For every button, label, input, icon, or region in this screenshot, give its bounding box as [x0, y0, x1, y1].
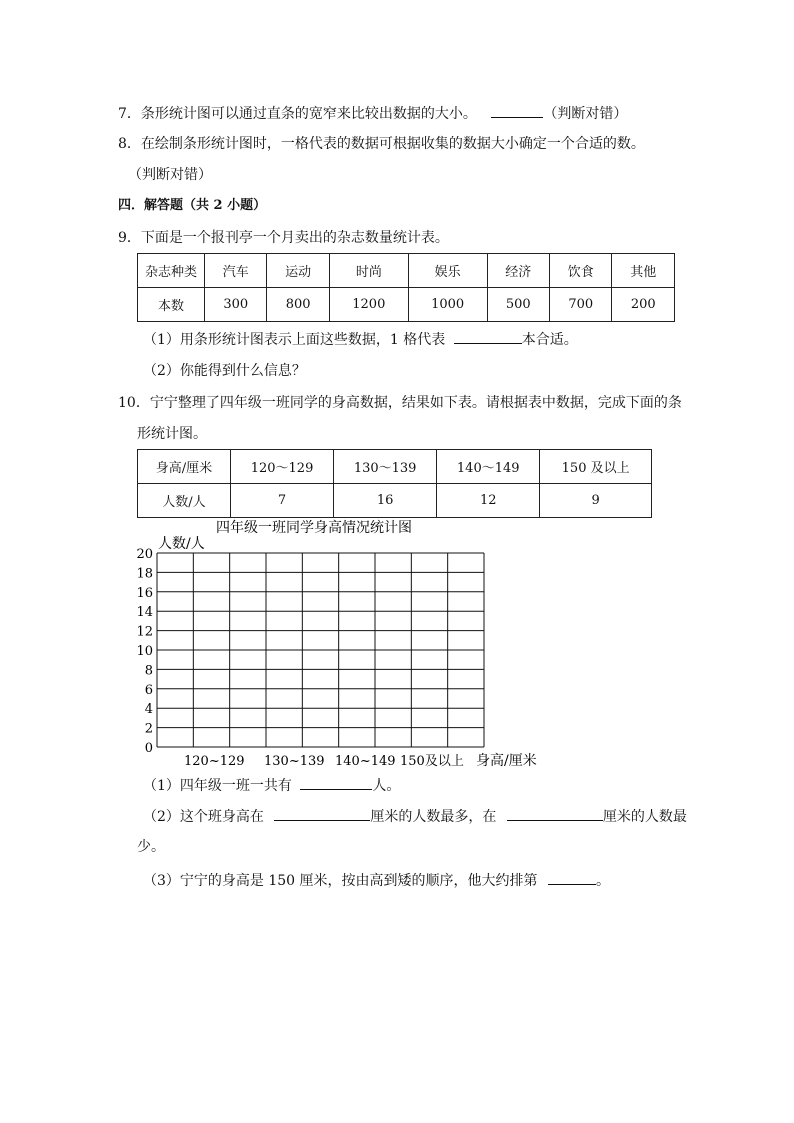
x-tick-label: 140~149	[335, 754, 396, 769]
height-bar-chart	[130, 516, 550, 771]
question-tail: （判断对错）	[543, 106, 628, 122]
sub-question-text: （1）四年级一班一共有	[143, 778, 292, 794]
y-tick-label: 18	[136, 566, 153, 582]
chart-x-axis-label: 身高/厘米	[476, 753, 537, 769]
table-cell: 身高/厘米	[138, 450, 231, 484]
y-tick-label: 4	[144, 702, 153, 718]
table-cell: 杂志种类	[138, 254, 205, 288]
question-10-sub2-line2: 少。	[137, 839, 165, 855]
question-tail: （判断对错）	[128, 167, 212, 183]
question-number: 10．	[118, 395, 150, 411]
chart-title: 四年级一班同学身高情况统计图	[216, 520, 412, 536]
question-text: 下面是一个报刊亭一个月卖出的杂志数量统计表。	[140, 230, 449, 246]
table-cell: 时尚	[329, 254, 408, 288]
table-cell: 130～139	[334, 450, 437, 484]
chart-y-ticks	[136, 547, 153, 756]
answer-blank[interactable]	[300, 775, 372, 790]
question-10-sub1	[143, 775, 400, 796]
sub-question-text: 厘米的人数最多，在	[370, 809, 497, 825]
table-cell: 300	[205, 288, 267, 322]
question-8-tail	[128, 165, 212, 185]
table-cell: 700	[550, 288, 612, 322]
y-tick-label: 6	[144, 682, 153, 698]
table-cell: 16	[334, 484, 437, 518]
sub-question-text: （2）这个班身高在	[143, 809, 264, 825]
answer-blank[interactable]	[491, 103, 543, 118]
table-cell: 汽车	[205, 254, 267, 288]
x-tick-label: 150及以上	[400, 754, 464, 769]
question-number: 8．	[118, 136, 141, 152]
table-cell: 1000	[408, 288, 487, 322]
table-cell: 500	[487, 288, 549, 322]
x-tick-label: 120~129	[184, 754, 245, 769]
question-9-sub2: （2）你能得到什么信息？	[143, 363, 306, 379]
y-tick-label: 8	[144, 663, 153, 679]
question-number: 7．	[118, 106, 141, 122]
question-9	[118, 228, 449, 248]
table-cell: 本数	[138, 288, 205, 322]
section-title: 四．解答题（共 2 小题）	[118, 198, 267, 213]
table-cell: 饮食	[550, 254, 612, 288]
x-tick-label: 130~139	[264, 754, 325, 769]
table-cell: 经济	[487, 254, 549, 288]
table-cell: 其他	[612, 254, 675, 288]
answer-blank[interactable]	[507, 806, 603, 821]
question-9-sub1	[143, 329, 578, 350]
table-cell: 150 及以上	[540, 450, 652, 484]
question-10-sub2	[143, 806, 687, 827]
question-10-sub3	[143, 870, 610, 891]
question-10-line2: 形统计图。	[137, 426, 207, 442]
y-tick-label: 2	[144, 721, 153, 737]
question-number: 9．	[118, 230, 141, 246]
sub-question-text: （1）用条形统计图表示上面这些数据，1 格代表	[143, 332, 446, 348]
sub-question-text: （3）宁宁的身高是 150 厘米，按由高到矮的顺序，他大约排第	[143, 873, 538, 889]
chart-y-axis-label: 人数/人	[158, 536, 205, 552]
magazine-table	[137, 253, 675, 322]
question-10	[118, 393, 682, 413]
table-cell: 800	[267, 288, 329, 322]
question-text: 宁宁整理了四年级一班同学的身高数据，结果如下表。请根据表中数据，完成下面的条	[149, 395, 682, 411]
table-cell: 娱乐	[408, 254, 487, 288]
table-cell: 12	[437, 484, 540, 518]
table-cell: 9	[540, 484, 652, 518]
y-tick-label: 16	[136, 585, 153, 601]
chart-grid	[157, 553, 484, 747]
answer-blank[interactable]	[454, 329, 522, 344]
y-tick-label: 12	[136, 624, 153, 640]
question-text: 条形统计图可以通过直条的宽窄来比较出数据的大小。	[140, 106, 477, 122]
y-tick-label: 14	[136, 605, 153, 621]
table-cell: 人数/人	[138, 484, 231, 518]
question-7	[118, 103, 627, 124]
sub-question-text: 人。	[372, 778, 401, 794]
question-8	[118, 134, 645, 154]
sub-question-text: 。	[595, 873, 610, 889]
y-tick-label: 20	[136, 547, 153, 562]
table-cell: 140～149	[437, 450, 540, 484]
sub-question-text: 厘米的人数最	[602, 809, 687, 825]
table-cell: 1200	[329, 288, 408, 322]
answer-blank[interactable]	[274, 806, 370, 821]
table-cell: 7	[231, 484, 334, 518]
answer-blank[interactable]	[548, 870, 596, 885]
height-table	[137, 449, 652, 518]
table-cell: 200	[612, 288, 675, 322]
chart-x-ticks	[184, 754, 464, 769]
y-tick-label: 0	[144, 741, 153, 756]
y-tick-label: 10	[136, 644, 153, 659]
table-cell: 运动	[267, 254, 329, 288]
table-cell: 120～129	[231, 450, 334, 484]
sub-question-text: 本合适。	[521, 332, 578, 348]
question-text: 在绘制条形统计图时，一格代表的数据可根据收集的数据大小确定一个合适的数。	[140, 136, 645, 152]
